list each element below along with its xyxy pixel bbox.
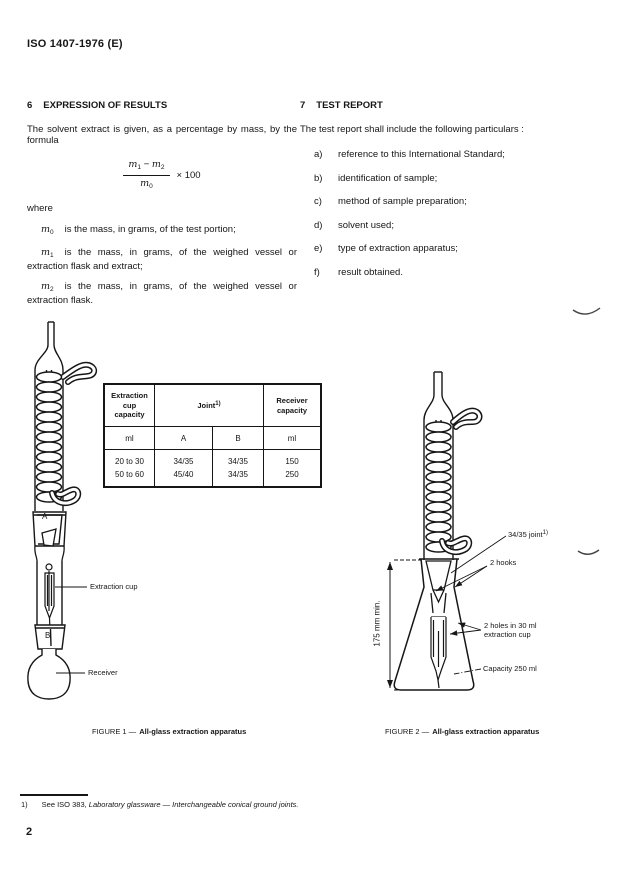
definition-m2: $m_2$ is the mass, in grams, of the weighed vessel or extraction flask. — [27, 280, 297, 306]
report-item: e) type of extraction apparatus; — [314, 243, 458, 254]
receiver-bulb — [28, 649, 70, 699]
section-number: 7 — [300, 100, 306, 111]
joint-cone — [426, 561, 451, 613]
dimension-label: 175 mm min. — [372, 600, 382, 647]
section-6-heading — [27, 100, 297, 111]
fraction — [123, 159, 169, 192]
figure1-caption: FIGURE 1 — All-glass extraction apparatus — [92, 727, 247, 736]
upper-hook — [63, 365, 94, 382]
section-title: TEST REPORT — [316, 100, 383, 111]
receiver-label: Receiver — [88, 668, 118, 677]
fraction-denominator: $m_0$ — [140, 178, 153, 190]
table-row: 20 to 30 34/35 34/35 150 — [104, 450, 321, 469]
figure2-caption: FIGURE 2 — All-glass extraction apparatus — [385, 727, 540, 736]
figure2-apparatus-drawing — [365, 365, 600, 700]
col-header-receiver: Receiver capacity — [264, 384, 322, 427]
extraction-cup-label: Extraction cup — [90, 582, 138, 591]
scan-artifact — [572, 306, 602, 322]
col-header-joint: Joint$^{1)}$ — [155, 384, 264, 427]
table-row: 50 to 60 45/40 34/35 250 — [104, 468, 321, 487]
section-title: EXPRESSION OF RESULTS — [43, 100, 168, 111]
section-number: 6 — [27, 100, 33, 111]
formula-multiplier: × 100 — [176, 170, 201, 181]
condenser-coil — [37, 372, 62, 502]
table-header-row — [104, 384, 321, 427]
report-item: f) result obtained. — [314, 266, 403, 278]
definition-m1: $m_1$ is the mass, in grams, of the weighed vessel or extraction flask and extract; — [27, 246, 297, 272]
where-label: where — [27, 203, 53, 214]
footnote: 1) See ISO 383, Laboratory glassware — Interchangeable conical ground joints. — [21, 800, 299, 809]
joint-capacity-table — [103, 383, 322, 488]
page-header: ISO 1407-1976 (E) — [27, 38, 123, 50]
hooks-label: 2 hooks — [490, 558, 517, 567]
table-units-row: ml A B ml — [104, 427, 321, 450]
section-7-intro: The test report shall include the following particulars : — [300, 124, 524, 135]
report-item: b) identification of sample; — [314, 172, 438, 184]
report-item: c) method of sample preparation; — [314, 196, 467, 207]
extraction-cup-shape — [431, 617, 446, 688]
report-items — [300, 149, 596, 278]
page-number: 2 — [26, 826, 33, 838]
col-header-capacity: Extraction cup capacity — [104, 384, 155, 427]
upper-hook — [453, 411, 480, 427]
condenser-coil — [426, 422, 451, 552]
section-6 — [27, 100, 297, 315]
joint-a-label: A — [42, 512, 48, 521]
holes-label: 2 holes in 30 ml extraction cup — [484, 621, 537, 639]
definitions — [27, 224, 297, 307]
section-7 — [300, 100, 596, 290]
fraction-numerator: $m_1 - m_2$ — [123, 159, 169, 176]
section-6-intro: The solvent extract is given, as a percentage by mass, by the formula — [27, 124, 297, 146]
report-item: d) solvent used; — [314, 219, 394, 231]
joint-b-label: B — [45, 631, 51, 640]
footnote-rule — [20, 794, 88, 796]
capacity-label: Capacity 250 ml — [483, 664, 537, 673]
dimension-line — [390, 560, 421, 690]
scan-artifact — [577, 547, 601, 561]
formula — [27, 159, 297, 192]
definition-m0: $m_0$ is the mass, in grams, of the test portion; — [41, 224, 236, 236]
joint-size-label: 34/35 joint$^{1)}$ — [508, 530, 548, 539]
report-item: a) reference to this International Standard; — [314, 149, 505, 160]
section-7-heading — [300, 100, 596, 111]
